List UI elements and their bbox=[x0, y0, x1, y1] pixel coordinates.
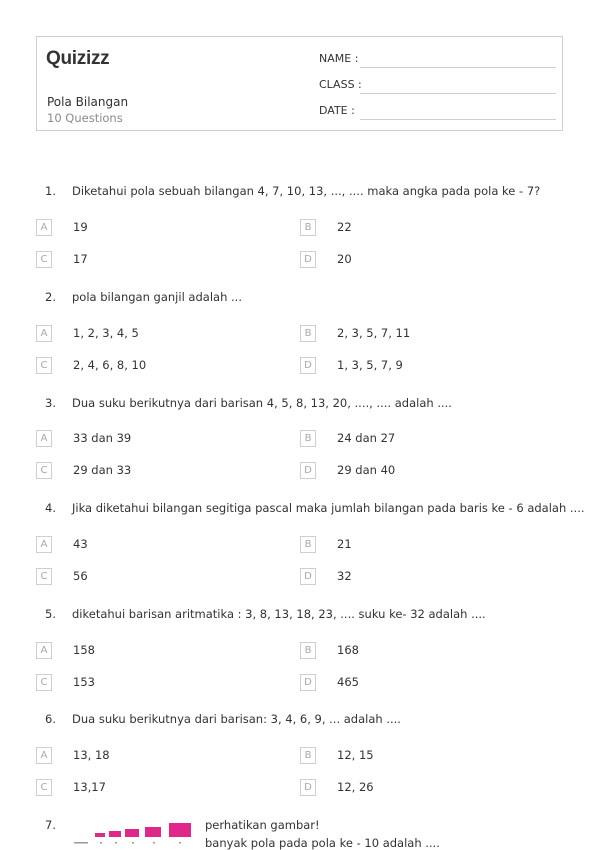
date-label: DATE : bbox=[319, 104, 355, 117]
option-text: 12, 26 bbox=[337, 780, 374, 794]
option-text: 2, 3, 5, 7, 11 bbox=[337, 326, 411, 340]
question-text: diketahui barisan aritmatika : 3, 8, 13, 18, 23, .... suku ke- 32 adalah .... bbox=[72, 607, 486, 621]
option-text: 13, 18 bbox=[73, 748, 110, 762]
question-text: Jika diketahui bilangan segitiga pascal maka jumlah bilangan pada baris ke - 6 adalah .... bbox=[72, 501, 585, 515]
option-letter[interactable]: A bbox=[36, 430, 52, 447]
class-field[interactable] bbox=[360, 93, 556, 94]
option-text: 158 bbox=[73, 643, 95, 657]
option-text: 465 bbox=[337, 675, 359, 689]
option-letter[interactable]: D bbox=[300, 357, 316, 374]
option-letter[interactable]: B bbox=[300, 325, 316, 342]
option-letter[interactable]: C bbox=[36, 779, 52, 796]
option-text: 1, 3, 5, 7, 9 bbox=[337, 358, 403, 372]
option-letter[interactable]: A bbox=[36, 325, 52, 342]
option-text: 12, 15 bbox=[337, 748, 374, 762]
question-text: banyak pola pada pola ke - 10 adalah .... bbox=[205, 836, 440, 850]
option-letter[interactable]: A bbox=[36, 747, 52, 764]
option-letter[interactable]: D bbox=[300, 568, 316, 585]
worksheet-header bbox=[36, 36, 563, 131]
question-number: 2. bbox=[45, 290, 56, 304]
option-letter[interactable]: C bbox=[36, 357, 52, 374]
dot-pattern-image bbox=[72, 818, 196, 848]
option-text: 13,17 bbox=[73, 780, 106, 794]
worksheet-title: Pola Bilangan bbox=[47, 95, 129, 109]
option-text: 168 bbox=[337, 643, 359, 657]
option-text: 56 bbox=[73, 569, 88, 583]
option-text: 24 dan 27 bbox=[337, 431, 396, 445]
option-letter[interactable]: C bbox=[36, 251, 52, 268]
option-text: 43 bbox=[73, 537, 88, 551]
option-letter[interactable]: D bbox=[300, 462, 316, 479]
option-letter[interactable]: D bbox=[300, 779, 316, 796]
option-text: 1, 2, 3, 4, 5 bbox=[73, 326, 139, 340]
question-number: 5. bbox=[45, 607, 56, 621]
question-text: pola bilangan ganjil adalah ... bbox=[72, 290, 242, 304]
class-label: CLASS : bbox=[319, 78, 362, 91]
name-label: NAME : bbox=[319, 52, 359, 65]
question-number: 1. bbox=[45, 184, 56, 198]
option-letter[interactable]: B bbox=[300, 536, 316, 553]
option-letter[interactable]: A bbox=[36, 642, 52, 659]
option-text: 22 bbox=[337, 220, 352, 234]
name-field[interactable] bbox=[360, 67, 556, 68]
option-letter[interactable]: D bbox=[300, 674, 316, 691]
option-letter[interactable]: B bbox=[300, 747, 316, 764]
question-count: 10 Questions bbox=[47, 111, 123, 125]
option-text: 29 dan 40 bbox=[337, 463, 396, 477]
option-text: 2, 4, 6, 8, 10 bbox=[73, 358, 147, 372]
question-number: 6. bbox=[45, 712, 56, 726]
option-text: 21 bbox=[337, 537, 352, 551]
option-letter[interactable]: C bbox=[36, 462, 52, 479]
option-letter[interactable]: B bbox=[300, 219, 316, 236]
option-text: 19 bbox=[73, 220, 88, 234]
question-number: 3. bbox=[45, 396, 56, 410]
option-letter[interactable]: B bbox=[300, 642, 316, 659]
option-text: 32 bbox=[337, 569, 352, 583]
quizizz-logo: Quizizz bbox=[46, 48, 110, 69]
option-letter[interactable]: A bbox=[36, 536, 52, 553]
option-letter[interactable]: D bbox=[300, 251, 316, 268]
option-letter[interactable]: B bbox=[300, 430, 316, 447]
question-text: Dua suku berikutnya dari barisan 4, 5, 8, 13, 20, ...., .... adalah .... bbox=[72, 396, 452, 410]
question-text: Diketahui pola sebuah bilangan 4, 7, 10, 13, ..., .... maka angka pada pola ke - 7? bbox=[72, 184, 541, 198]
date-field[interactable] bbox=[360, 119, 556, 120]
question-number: 4. bbox=[45, 501, 56, 515]
option-letter[interactable]: A bbox=[36, 219, 52, 236]
option-letter[interactable]: C bbox=[36, 568, 52, 585]
option-text: 153 bbox=[73, 675, 95, 689]
option-letter[interactable]: C bbox=[36, 674, 52, 691]
option-text: 17 bbox=[73, 252, 88, 266]
option-text: 29 dan 33 bbox=[73, 463, 132, 477]
question-text: perhatikan gambar! bbox=[205, 818, 320, 832]
option-text: 20 bbox=[337, 252, 352, 266]
question-text: Dua suku berikutnya dari barisan: 3, 4, 6, 9, ... adalah .... bbox=[72, 712, 401, 726]
option-text: 33 dan 39 bbox=[73, 431, 132, 445]
question-number: 7. bbox=[45, 818, 56, 832]
